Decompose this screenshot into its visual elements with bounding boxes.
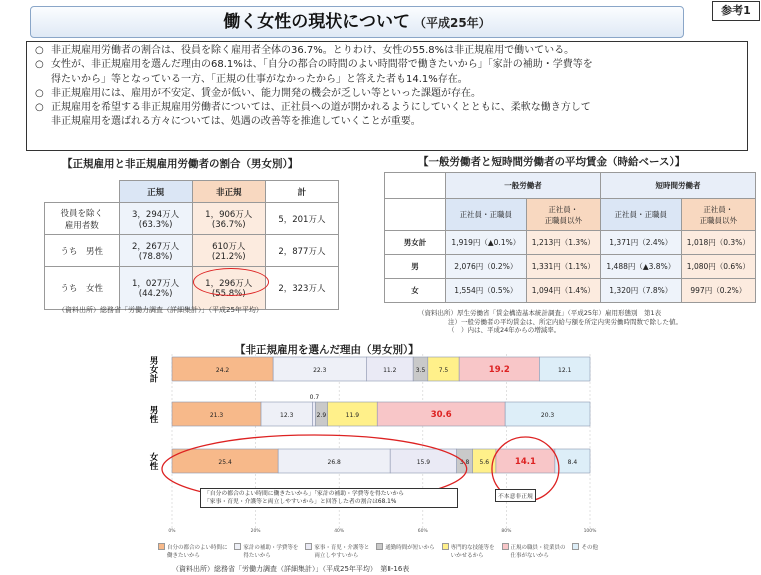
table2-cell: 1,018円（0.3%）	[681, 231, 755, 255]
table2-cell: 1,331円（1.1%）	[526, 255, 600, 279]
data-label: 26.8	[327, 459, 341, 466]
table2-cell: 1,488円（▲3.8%）	[600, 255, 681, 279]
table2-sub-header: 正社員・ 正職員以外	[526, 199, 600, 231]
data-label: 11.9	[345, 412, 360, 419]
bullet-mark: ○	[35, 87, 44, 99]
reference-tag: 参考1	[712, 1, 760, 21]
page-title: 働く女性の現状について	[223, 12, 410, 32]
summary-line: 非正規雇用労働者の割合は、役員を除く雇用者全体の36.7%。とりわけ、女性の55.8%は非正規雇用で働いている。	[51, 45, 575, 56]
legend-item: 通勤時間が短いから	[376, 543, 435, 559]
table2-row-label: 男	[385, 255, 446, 279]
tick-label: 20%	[250, 529, 261, 534]
data-label: 25.4	[218, 459, 232, 466]
legend-swatch	[502, 543, 509, 550]
bullet-mark: ○	[35, 45, 44, 56]
page-subtitle: （平成25年）	[413, 16, 491, 30]
data-label: 22.3	[313, 367, 327, 374]
summary-line: 女性が、非正規雇用を選んだ理由の68.1%は、「自分の都合の時間のよい時間帯で働きたいから」「家計の補助・学費等を	[51, 59, 593, 71]
bullet-mark: ○	[35, 102, 44, 114]
table1-row-label: うち 女性	[45, 267, 120, 310]
table2-cell: 1,371円（2.4%）	[600, 231, 681, 255]
table1-cell: 1，027万人 (44.2%)	[119, 267, 192, 310]
legend-swatch	[234, 543, 241, 550]
table1-title: 【正規雇用と非正規雇用労働者の割合（男女別）】	[62, 158, 299, 170]
data-label: 14.1	[514, 457, 536, 467]
data-label: 7.5	[438, 367, 449, 374]
bullet-mark: ○	[35, 59, 44, 71]
summary-line: 非正規雇用を選ばれる方々については、処遇の改善等を推進していくことが重要。	[51, 116, 421, 128]
chart-title: 【非正規雇用を選んだ理由（男女別）】	[235, 344, 419, 356]
data-label: 11.2	[383, 367, 397, 374]
table1-cell: 5，201万人	[265, 203, 338, 235]
table2-title: 【一般労働者と短時間労働者の平均賃金（時給ベース）】	[418, 156, 686, 168]
table1-header: 正規	[119, 181, 192, 203]
table2-cell: 2,076円（0.2%）	[446, 255, 527, 279]
table2-cell: 1,094円（1.4%）	[526, 279, 600, 303]
legend-item: 家事・育児・介護等と 両立しやすいから	[305, 543, 369, 559]
category-label: 男女計	[149, 356, 159, 385]
table2-cell: 1,213円（1.3%）	[526, 231, 600, 255]
category-label: 男性	[149, 406, 159, 425]
table1-row-label: 役員を除く 雇用者数	[45, 203, 120, 235]
table1-row-label: うち 男性	[45, 235, 120, 267]
data-label: 12.1	[558, 367, 572, 374]
data-label: 3.8	[459, 459, 470, 466]
chart-source: （資料出所）総務省「労働力調査（詳細集計）」（平成25年平均） 第Ⅱ-16表	[172, 565, 410, 573]
data-label: 3.5	[415, 367, 426, 374]
table2-group-header: 短時間労働者	[600, 173, 755, 199]
table1-header: 非正規	[192, 181, 265, 203]
title-banner	[30, 6, 684, 38]
legend-item: その他	[572, 543, 598, 559]
data-label: 0.7	[309, 394, 320, 401]
table1-cell: 3，294万人 (63.3%)	[119, 203, 192, 235]
table2-source-line: 注）一般労働者の平均賃金は、所定内給与額を所定内実労働時間数で除した値。	[448, 317, 682, 326]
table2-source-line: （資料出所）厚生労働省「賃金構造基本統計調査」（平成25年）雇用形態別 第1表	[418, 309, 662, 317]
summary-line: 正規雇用を希望する非正規雇用労働者については、正社員への道が開かれるようにしていくとともに、柔軟な働き方して	[51, 102, 591, 114]
table2-group-header: 一般労働者	[446, 173, 601, 199]
legend-item: 正規の職員・従業員の 仕事がないから	[502, 543, 566, 559]
table2-sub-header: 正社員・正職員	[446, 199, 527, 231]
summary-line: 非正規雇用には、雇用が不安定、賃金が低い、能力開発の機会が乏しい等といった課題が存在。	[51, 87, 481, 99]
wage-table	[384, 172, 756, 303]
data-label: 30.6	[430, 410, 452, 420]
summary-line: 得たいから」等となっている一方、「正規の仕事がなかったから」と答えた者も14.1%存在。	[51, 73, 468, 85]
table2-cell: 1,919円（▲0.1%）	[446, 231, 527, 255]
legend-swatch	[442, 543, 449, 550]
table1-cell: 1，296万人 (55.8%)	[192, 267, 265, 310]
small-label: 不本意非正規	[495, 489, 536, 502]
category-label: 女性	[149, 453, 159, 472]
table1-header: 計	[265, 181, 338, 203]
table2-cell: 1,080円（0.6%）	[681, 255, 755, 279]
data-label: 20.3	[540, 412, 555, 419]
callout-box: 「自分の都合のよい時間に働きたいから」「家計の補助・学費等を得たいから 「家事・育児・介護等と両立しやすいから」と回答した者の割合は68.1%	[200, 488, 458, 508]
table2-source	[418, 309, 682, 335]
tick-label: 80%	[501, 529, 512, 534]
chart-legend	[158, 543, 598, 559]
table2-cell: 997円（0.2%）	[681, 279, 755, 303]
tick-label: 60%	[417, 529, 428, 534]
table1-cell: 2，323万人	[265, 267, 338, 310]
data-label: 21.3	[209, 412, 224, 419]
legend-item: 専門的な技能等を いかせるから	[442, 543, 495, 559]
legend-swatch	[572, 543, 579, 550]
table1-cell: 610万人 (21.2%)	[192, 235, 265, 267]
legend-swatch	[376, 543, 383, 550]
legend-item: 自分の都合のよい時間に 働きたいから	[158, 543, 228, 559]
employment-table	[44, 180, 339, 310]
bar-segment	[312, 402, 315, 426]
data-label: 12.3	[280, 412, 294, 419]
legend-swatch	[158, 543, 165, 550]
table1-cell: 1，906万人 (36.7%)	[192, 203, 265, 235]
highlight-ellipse	[193, 268, 269, 296]
legend-swatch	[305, 543, 312, 550]
tick-label: 100%	[583, 529, 597, 534]
data-label: 24.2	[215, 367, 230, 374]
data-label: 5.6	[479, 459, 490, 466]
table2-row-label: 女	[385, 279, 446, 303]
table1-cell: 2，267万人 (78.8%)	[119, 235, 192, 267]
tick-label: 40%	[334, 529, 345, 534]
tick-label: 0%	[168, 529, 176, 534]
table1-cell: 2，877万人	[265, 235, 338, 267]
table1-source: （資料出所）総務省「労働力調査（詳細集計）」（平成25年平均）	[58, 306, 263, 314]
data-label: 8.4	[567, 459, 578, 466]
summary-box	[26, 41, 748, 151]
table2-cell: 1,320円（7.8%）	[600, 279, 681, 303]
data-label: 15.9	[416, 459, 431, 466]
data-label: 2.9	[316, 412, 327, 419]
data-label: 19.2	[488, 365, 510, 375]
table2-sub-header: 正社員・ 正職員以外	[681, 199, 755, 231]
legend-item: 家計の補助・学費等を 得たいから	[234, 543, 298, 559]
table2-sub-header: 正社員・正職員	[600, 199, 681, 231]
table2-row-label: 男女計	[385, 231, 446, 255]
table2-source-line: （ ）内は、平成24年からの増減率。	[448, 326, 561, 334]
table2-cell: 1,554円（0.5%）	[446, 279, 527, 303]
